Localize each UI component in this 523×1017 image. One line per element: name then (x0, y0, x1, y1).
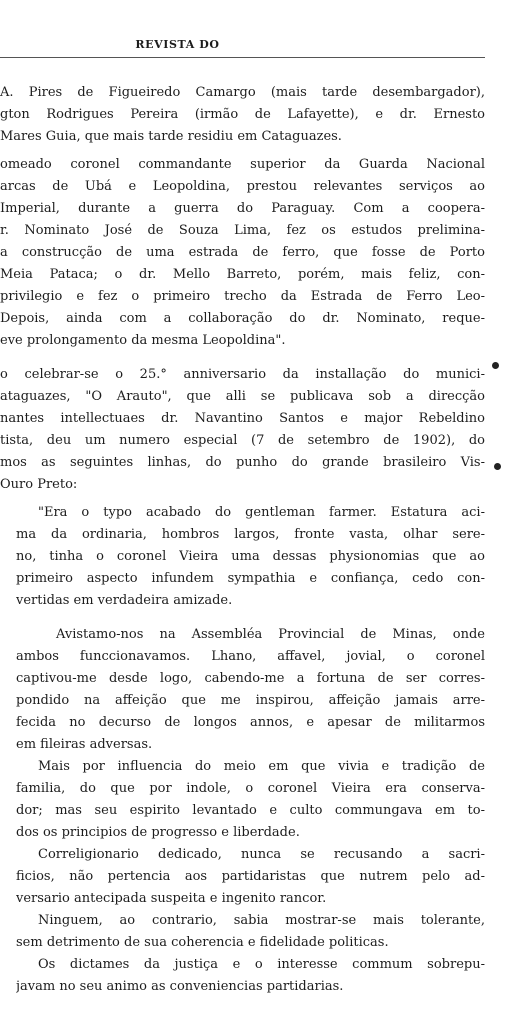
text-line: dos os principios de progresso e liberdade. (16, 825, 300, 840)
text-line: ficios, não pertencia aos partidaristas que nutrem pelo ad- (16, 869, 485, 884)
text-line: primeiro aspecto infundem sympathia e confiança, cedo con- (16, 571, 485, 586)
text-line: Correligionario dedicado, nunca se recusando a sacri- (38, 847, 485, 862)
quote-block (0, 502, 485, 998)
text-line: ma da ordinaria, hombros largos, fronte vasta, olhar sere- (16, 527, 485, 542)
text-line: omeado coronel commandante superior da Guarda Nacional (0, 157, 485, 172)
text-line: javam no seu animo as conveniencias partidarias. (16, 979, 344, 994)
text-line: o celebrar-se o 25.° anniversario da installação do munici- (0, 367, 485, 382)
text-line: dor; mas seu espirito levantado e culto commungava em to- (16, 803, 485, 818)
text-line: Imperial, durante a guerra do Paraguay. Com a coopera- (0, 201, 485, 216)
text-line: fecida no decurso de longos annos, e apesar de militarmos (16, 715, 485, 730)
text-line: "Era o typo acabado do gentleman farmer. Estatura aci- (38, 505, 485, 520)
text-line: em fileiras adversas. (16, 737, 153, 752)
text-line: arcas de Ubá e Leopoldina, prestou relevantes serviços ao (0, 179, 485, 194)
text-line: mos as seguintes linhas, do punho do grande brasileiro Vis- (0, 455, 485, 470)
text-line: gton Rodrigues Pereira (irmão de Lafayette), e dr. Ernesto (0, 107, 485, 122)
text-line: versario antecipada suspeita e ingenito rancor. (16, 891, 327, 906)
page-body (0, 82, 485, 998)
text-line: Mais por influencia do meio em que vivia e tradição de (38, 759, 485, 774)
text-line: no, tinha o coronel Vieira uma dessas physionomias que ao (16, 549, 485, 564)
text-line: r. Nominato José de Souza Lima, fez os estudos prelimina- (0, 223, 485, 238)
text-line: Meia Pataca; o dr. Mello Barreto, porém, mais feliz, con- (0, 267, 485, 282)
ink-spot (494, 463, 501, 470)
text-line: tista, deu um numero especial (7 de setembro de 1902), do (0, 433, 485, 448)
header-rule (0, 57, 485, 58)
text-line: Ouro Preto: (0, 477, 78, 492)
paragraph-2 (0, 154, 485, 352)
paragraph-5 (16, 624, 485, 756)
text-line: A. Pires de Figueiredo Camargo (mais tarde desembargador), (0, 85, 485, 100)
text-line: Mares Guia, que mais tarde residiu em Cataguazes. (0, 129, 342, 144)
paragraph-4 (16, 502, 485, 612)
text-line: familia, do que por indole, o coronel Vieira era conserva- (16, 781, 485, 796)
text-line: Avistamo-nos na Assembléa Provincial de Minas, onde (56, 627, 485, 642)
text-line: privilegio e fez o primeiro trecho da Estrada de Ferro Leo- (0, 289, 485, 304)
text-line: nantes intellectuaes dr. Navantino Santos e major Rebeldino (0, 411, 485, 426)
paragraph-6 (16, 756, 485, 844)
paragraph-7 (16, 844, 485, 910)
text-line: pondido na affeição que me inspirou, affeição jamais arre- (16, 693, 485, 708)
paragraph-9 (16, 954, 485, 998)
paragraph-3 (0, 364, 485, 496)
text-line: ataguazes, "O Arauto", que alli se publicava sob a direcção (0, 389, 485, 404)
text-line: captivou-me desde logo, cabendo-me a fortuna de ser corres- (16, 671, 485, 686)
text-line: ambos funccionavamos. Lhano, affavel, jovial, o coronel (16, 649, 485, 664)
text-line: Depois, ainda com a collaboração do dr. Nominato, reque- (0, 311, 485, 326)
text-line: sem detrimento de sua coherencia e fidelidade politicas. (16, 935, 389, 950)
running-header: REVISTA DO (135, 38, 220, 51)
text-line: Os dictames da justiça e o interesse commum sobrepu- (38, 957, 485, 972)
text-line: eve prolongamento da mesma Leopoldina". (0, 333, 286, 348)
text-line: vertidas em verdadeira amizade. (16, 593, 233, 608)
paragraph-1 (0, 82, 485, 148)
text-line: a construcção de uma estrada de ferro, que fosse de Porto (0, 245, 485, 260)
paragraph-8 (16, 910, 485, 954)
text-line: Ninguem, ao contrario, sabia mostrar-se mais tolerante, (38, 913, 485, 928)
ink-spot (492, 362, 499, 369)
